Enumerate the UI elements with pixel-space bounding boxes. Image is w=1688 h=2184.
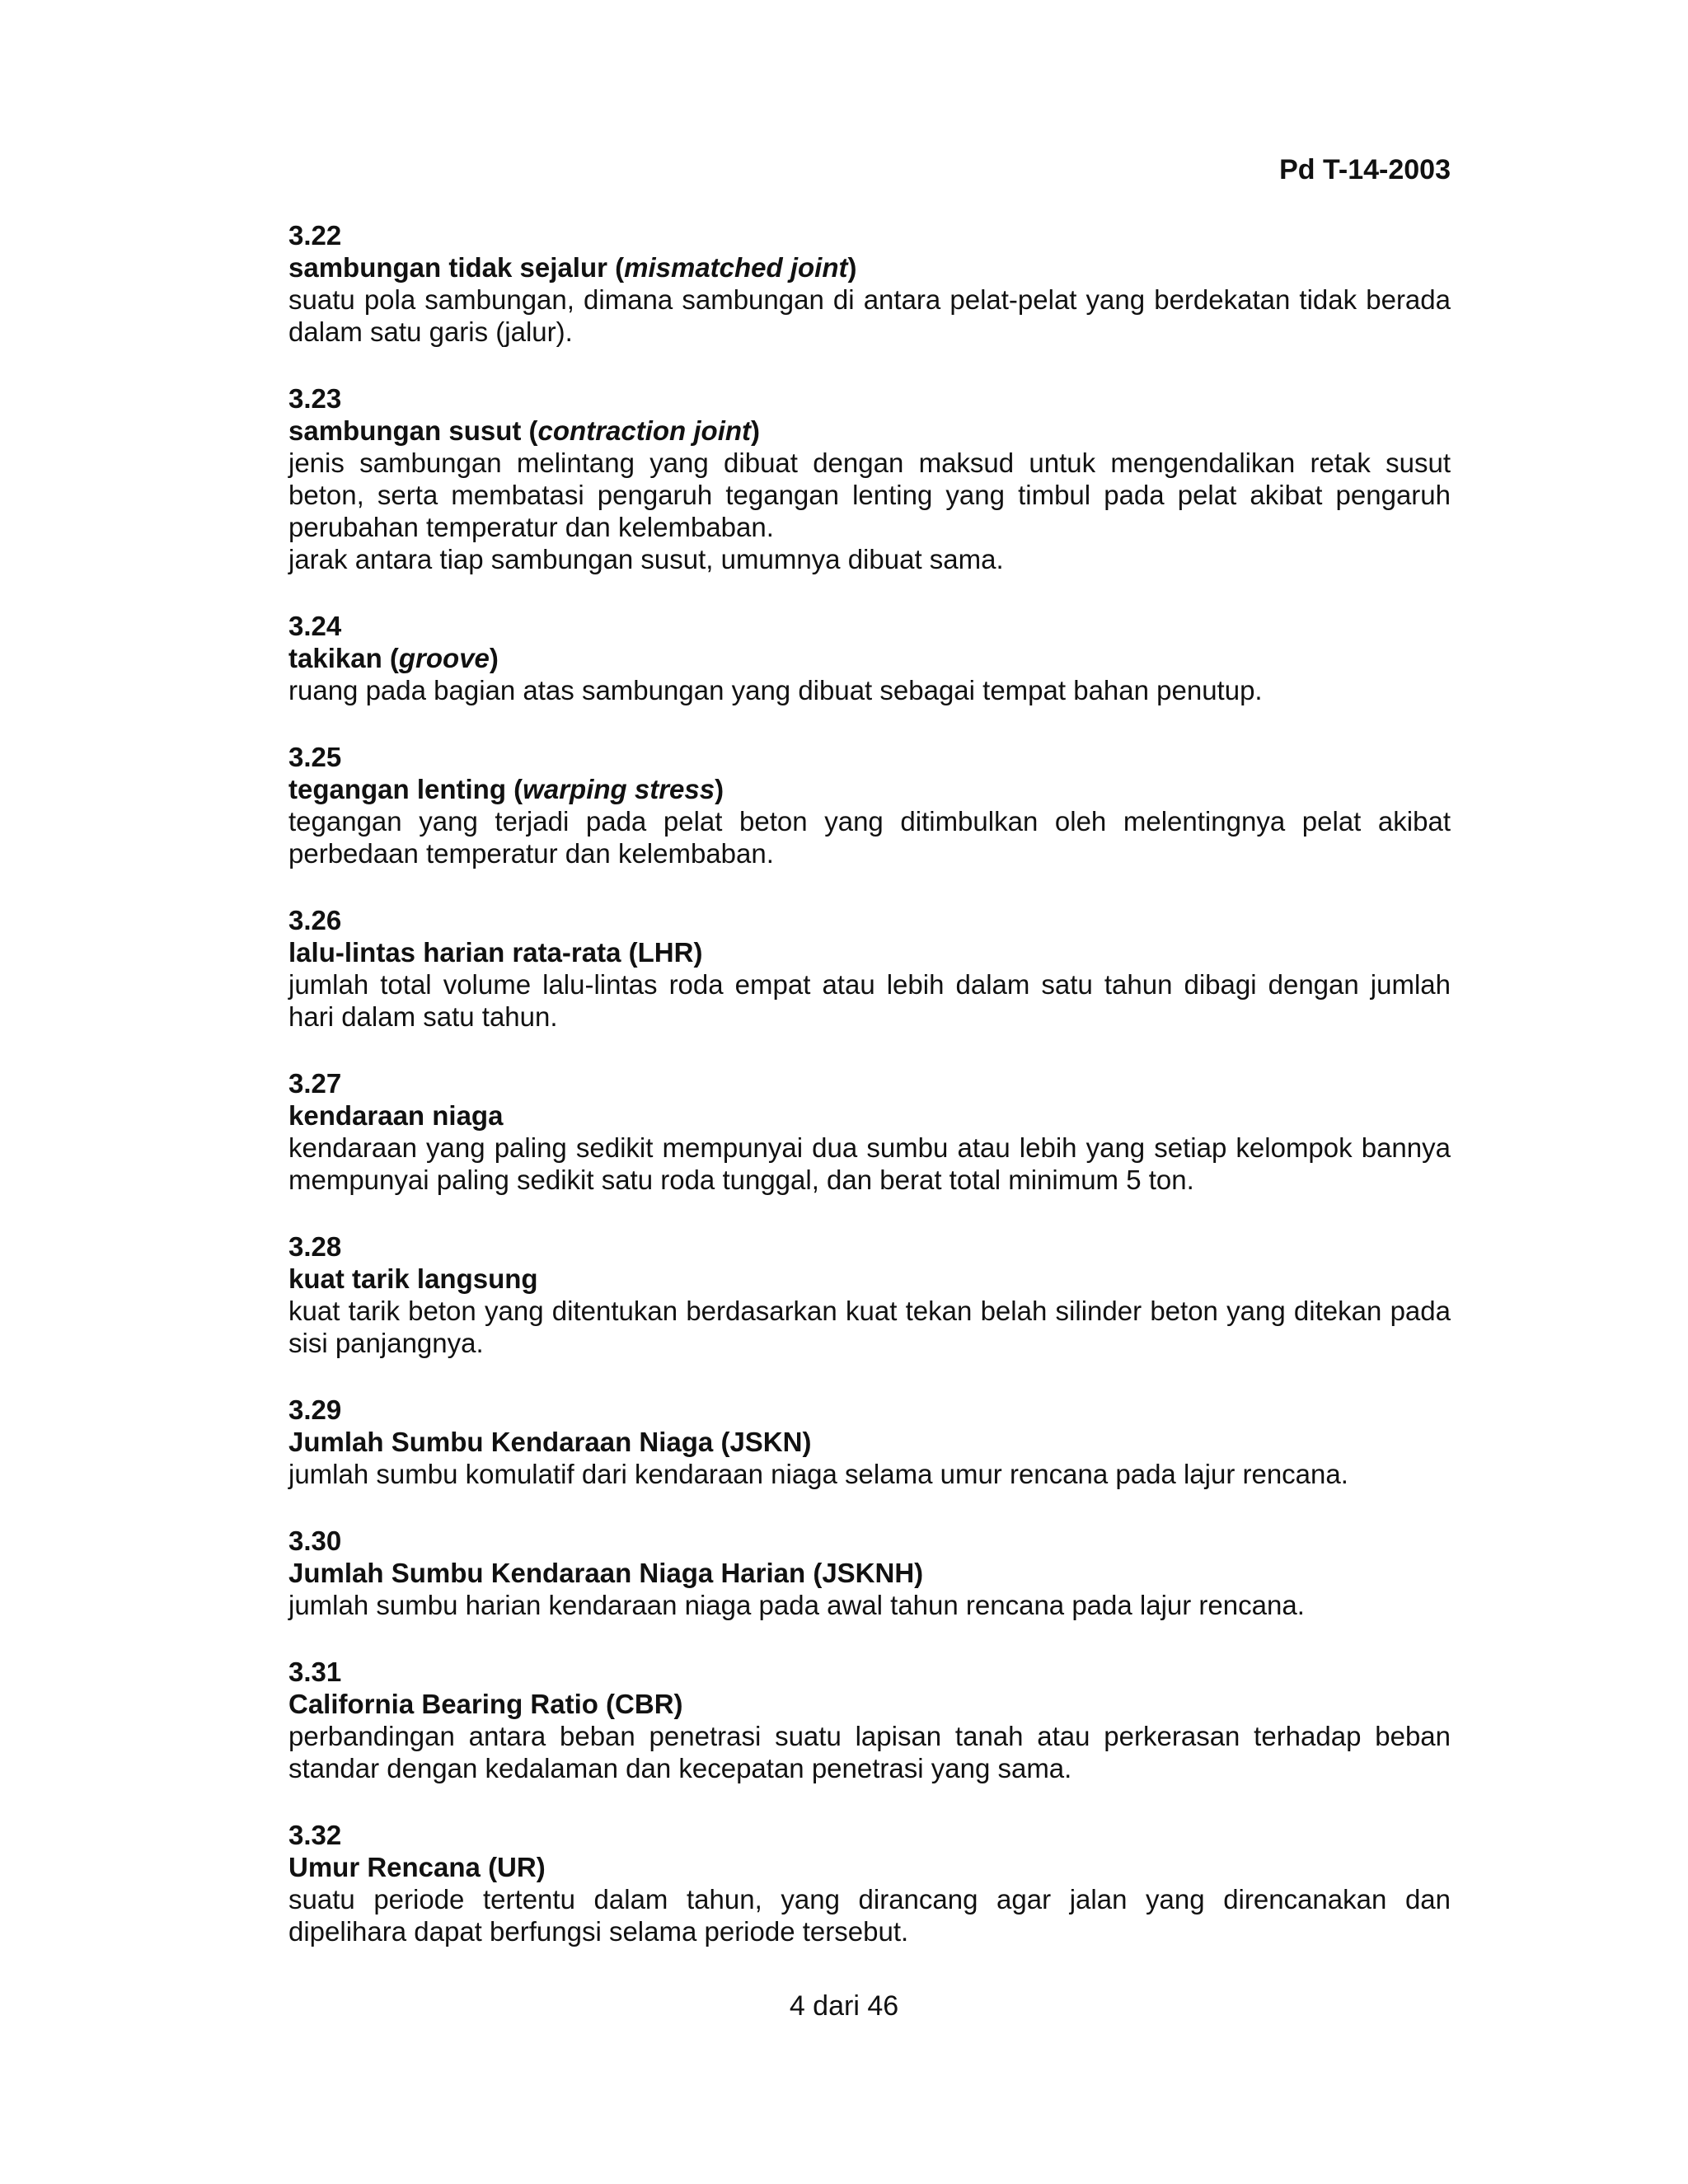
term-definition: suatu pola sambungan, dimana sambungan di antara pelat-pelat yang berdekatan tidak berada dalam satu garis (jalur). [288, 284, 1451, 347]
term-title: kuat tarik langsung [288, 1263, 538, 1294]
definitions-list [288, 219, 1451, 1982]
page-number: 4 dari 46 [789, 1990, 899, 2022]
term-number: 3.29 [288, 1394, 342, 1425]
term-definition: jumlah total volume lalu-lintas roda empat atau lebih dalam satu tahun dibagi dengan jumlah hari dalam satu tahun. [288, 969, 1451, 1032]
term-entry [288, 219, 1451, 348]
term-entry [288, 1067, 1451, 1196]
document-code: Pd T-14-2003 [1279, 154, 1451, 185]
term-number: 3.23 [288, 383, 342, 414]
term-number: 3.32 [288, 1820, 342, 1850]
term-title: Jumlah Sumbu Kendaraan Niaga (JSKN) [288, 1427, 812, 1457]
term-definition: perbandingan antara beban penetrasi suatu lapisan tanah atau perkerasan terhadap beban standar dengan kedalaman dan kecepatan penetrasi yang sama. [288, 1721, 1451, 1783]
term-entry [288, 382, 1451, 575]
term-title: tegangan lenting (warping stress) [288, 774, 724, 804]
term-definition: kendaraan yang paling sedikit mempunyai dua sumbu atau lebih yang setiap kelompok bannya mempunyai paling sedikit satu roda tunggal, dan berat total minimum 5 ton. [288, 1132, 1451, 1195]
term-title: Umur Rencana (UR) [288, 1852, 546, 1882]
term-definition: tegangan yang terjadi pada pelat beton yang ditimbulkan oleh melentingnya pelat akibat perbedaan temperatur dan kelembaban. [288, 806, 1451, 869]
term-entry [288, 1656, 1451, 1784]
term-number: 3.24 [288, 611, 342, 641]
term-definition: suatu periode tertentu dalam tahun, yang dirancang agar jalan yang direncanakan dan dipelihara dapat berfungsi selama periode tersebut. [288, 1884, 1451, 1947]
term-entry [288, 741, 1451, 869]
term-entry [288, 904, 1451, 1033]
term-definition: ruang pada bagian atas sambungan yang dibuat sebagai tempat bahan penutup. [288, 675, 1263, 705]
term-number: 3.30 [288, 1526, 342, 1556]
term-title: kendaraan niaga [288, 1100, 504, 1131]
term-number: 3.28 [288, 1231, 342, 1262]
term-entry [288, 1394, 1451, 1490]
term-definition: jumlah sumbu harian kendaraan niaga pada awal tahun rencana pada lajur rencana. [288, 1590, 1305, 1620]
term-title: takikan (groove) [288, 643, 499, 673]
term-definition-note: jarak antara tiap sambungan susut, umumnya dibuat sama. [288, 544, 1004, 574]
term-number: 3.31 [288, 1657, 342, 1687]
term-title: sambungan susut (contraction joint) [288, 415, 761, 446]
term-number: 3.22 [288, 220, 342, 251]
term-definition: jenis sambungan melintang yang dibuat dengan maksud untuk mengendalikan retak susut beton, serta membatasi pengaruh tegangan lenting yang timbul pada pelat akibat pengaruh perubahan temperatur dan kelembaban. [288, 448, 1451, 542]
term-definition: kuat tarik beton yang ditentukan berdasarkan kuat tekan belah silinder beton yang ditekan pada sisi panjangnya. [288, 1296, 1451, 1358]
term-title: Jumlah Sumbu Kendaraan Niaga Harian (JSKNH) [288, 1558, 924, 1588]
term-title: lalu-lintas harian rata-rata (LHR) [288, 937, 703, 968]
term-number: 3.27 [288, 1068, 342, 1099]
term-number: 3.25 [288, 742, 342, 772]
term-entry [288, 1525, 1451, 1621]
term-definition: jumlah sumbu komulatif dari kendaraan niaga selama umur rencana pada lajur rencana. [288, 1459, 1348, 1489]
term-number: 3.26 [288, 905, 342, 935]
term-entry [288, 610, 1451, 706]
term-entry [288, 1819, 1451, 1947]
term-entry [288, 1230, 1451, 1359]
term-title: sambungan tidak sejalur (mismatched joint) [288, 252, 857, 283]
term-title: California Bearing Ratio (CBR) [288, 1689, 683, 1719]
